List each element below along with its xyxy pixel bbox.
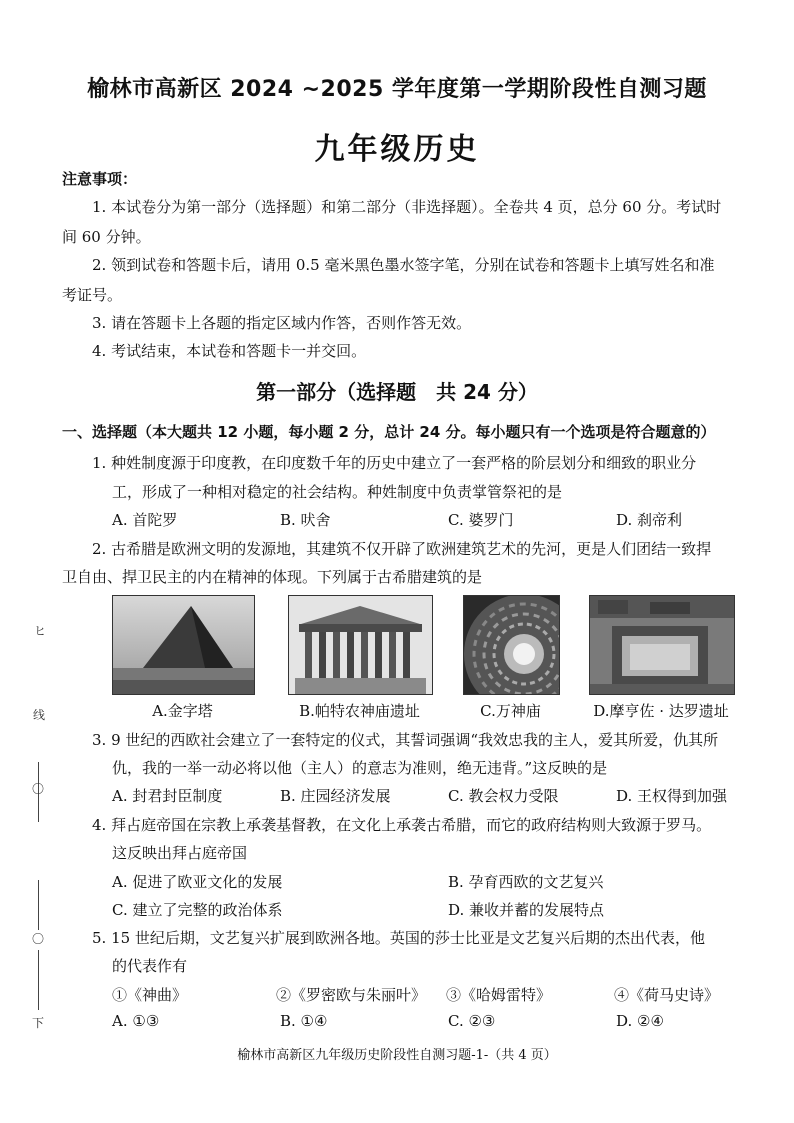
option-b-caption: B.帕特农神庙遗址 bbox=[299, 702, 420, 720]
q4-option-d[interactable]: D. 兼收并蓄的发展特点 bbox=[448, 901, 605, 919]
q5-option-c[interactable]: C. ②③ bbox=[448, 1012, 496, 1030]
q4-option-b[interactable]: B. 孕育西欧的文艺复兴 bbox=[448, 873, 604, 891]
q4-option-c[interactable]: C. 建立了完整的政治体系 bbox=[112, 901, 283, 919]
q5-option-d[interactable]: D. ②④ bbox=[616, 1012, 664, 1030]
q5-stem-line-1: 5. 15 世纪后期，文艺复兴扩展到欧洲各地。英国的莎士比亚是文艺复兴后期的杰出代表，他 bbox=[92, 929, 705, 947]
q1-option-a[interactable]: A. 首陀罗 bbox=[112, 511, 178, 529]
section-title: 第一部分（选择题 共 24 分） bbox=[256, 380, 538, 404]
option-a-caption: A.金字塔 bbox=[152, 702, 213, 720]
notice-item-4: 4. 考试结束，本试卷和答题卡一并交回。 bbox=[92, 342, 367, 360]
parthenon-image[interactable] bbox=[288, 595, 433, 695]
q5-work-4: ④《荷马史诗》 bbox=[614, 986, 720, 1004]
q5-work-1: ①《神曲》 bbox=[112, 986, 188, 1004]
q3-stem-line-1: 3. 9 世纪的西欧社会建立了一套特定的仪式，其誓词强调“我效忠我的主人，爱其所爱，仇其所 bbox=[92, 731, 719, 749]
mohenjo-daro-graphic bbox=[590, 596, 734, 694]
option-c-caption: C.万神庙 bbox=[480, 702, 541, 720]
q2-stem-line-1: 2. 古希腊是欧洲文明的发源地，其建筑不仅开辟了欧洲建筑艺术的先河，更是人们团结一致捍 bbox=[92, 540, 712, 558]
q3-option-a[interactable]: A. 封君封臣制度 bbox=[112, 787, 223, 805]
notice-heading: 注意事项： bbox=[62, 170, 138, 188]
page-footer: 榆林市高新区九年级历史阶段性自测习题-1-（共 4 页） bbox=[237, 1048, 557, 1063]
notice-item-1-line-2: 间 60 分钟。 bbox=[62, 228, 151, 246]
notice-item-2-line-2: 考证号。 bbox=[62, 286, 123, 304]
pantheon-graphic bbox=[464, 596, 559, 694]
section-instruction: 一、选择题（本大题共 12 小题，每小题 2 分，总计 24 分。每小题只有一个选项是符合题意的） bbox=[62, 423, 716, 441]
q2-stem-line-2: 卫自由、捍卫民主的内在精神的体现。下列属于古希腊建筑的是 bbox=[62, 568, 483, 586]
q1-stem-line-2: 工，形成了一种相对稳定的社会结构。种姓制度中负责掌管祭祀的是 bbox=[112, 483, 563, 501]
q3-stem-line-2: 仇，我的一举一动必将以他（主人）的意志为准则，绝无违背。”这反映的是 bbox=[112, 759, 608, 777]
q1-option-d[interactable]: D. 刹帝利 bbox=[616, 511, 683, 529]
notice-item-1-line-1: 1. 本试卷分为第一部分（选择题）和第二部分（非选择题）。全卷共 4 页，总分 60 分。考试时 bbox=[92, 198, 722, 216]
q1-option-c[interactable]: C. 婆罗门 bbox=[448, 511, 514, 529]
q3-option-b[interactable]: B. 庄园经济发展 bbox=[280, 787, 391, 805]
binding-mark-2: 线 bbox=[33, 708, 46, 722]
q5-option-a[interactable]: A. ①③ bbox=[112, 1012, 160, 1030]
pantheon-image[interactable] bbox=[463, 595, 560, 695]
option-d-caption: D.摩亨佐 · 达罗遗址 bbox=[593, 702, 729, 720]
binding-mark-3: 〇 bbox=[32, 782, 45, 796]
q5-stem-line-2: 的代表作有 bbox=[112, 957, 188, 975]
q4-stem-line-2: 这反映出拜占庭帝国 bbox=[112, 844, 248, 862]
q4-option-a[interactable]: A. 促进了欧亚文化的发展 bbox=[112, 873, 283, 891]
binding-mark-1: ヒ bbox=[34, 624, 47, 638]
q4-stem-line-1: 4. 拜占庭帝国在宗教上承袭基督教，在文化上承袭古希腊，而它的政府结构则大致源于罗马。 bbox=[92, 816, 712, 834]
binding-line-3 bbox=[38, 950, 39, 1010]
notice-item-3: 3. 请在答题卡上各题的指定区域内作答，否则作答无效。 bbox=[92, 314, 472, 332]
exam-title: 榆林市高新区 2024 ~2025 学年度第一学期阶段性自测习题 bbox=[87, 77, 707, 102]
pyramid-image[interactable] bbox=[112, 595, 255, 695]
binding-mark-4: 〇 bbox=[32, 932, 45, 946]
q5-option-b[interactable]: B. ①④ bbox=[280, 1012, 328, 1030]
q1-stem-line-1: 1. 种姓制度源于印度教，在印度数千年的历史中建立了一套严格的阶层划分和细致的职业分 bbox=[92, 454, 697, 472]
exam-subject: 九年级历史 bbox=[314, 132, 480, 167]
notice-item-2-line-1: 2. 领到试卷和答题卡后，请用 0.5 毫米黑色墨水签字笔，分别在试卷和答题卡上填写姓名和准 bbox=[92, 256, 715, 274]
binding-mark-5: 下 bbox=[32, 1016, 45, 1030]
q5-work-3: ③《哈姆雷特》 bbox=[446, 986, 552, 1004]
q3-option-d[interactable]: D. 王权得到加强 bbox=[616, 787, 728, 805]
mohenjo-daro-image[interactable] bbox=[589, 595, 735, 695]
q5-work-2: ②《罗密欧与朱丽叶》 bbox=[276, 986, 427, 1004]
parthenon-graphic bbox=[289, 596, 432, 694]
q1-option-b[interactable]: B. 吠舍 bbox=[280, 511, 331, 529]
q3-option-c[interactable]: C. 教会权力受限 bbox=[448, 787, 559, 805]
binding-line-2 bbox=[38, 880, 39, 930]
pyramid-graphic bbox=[113, 596, 254, 694]
